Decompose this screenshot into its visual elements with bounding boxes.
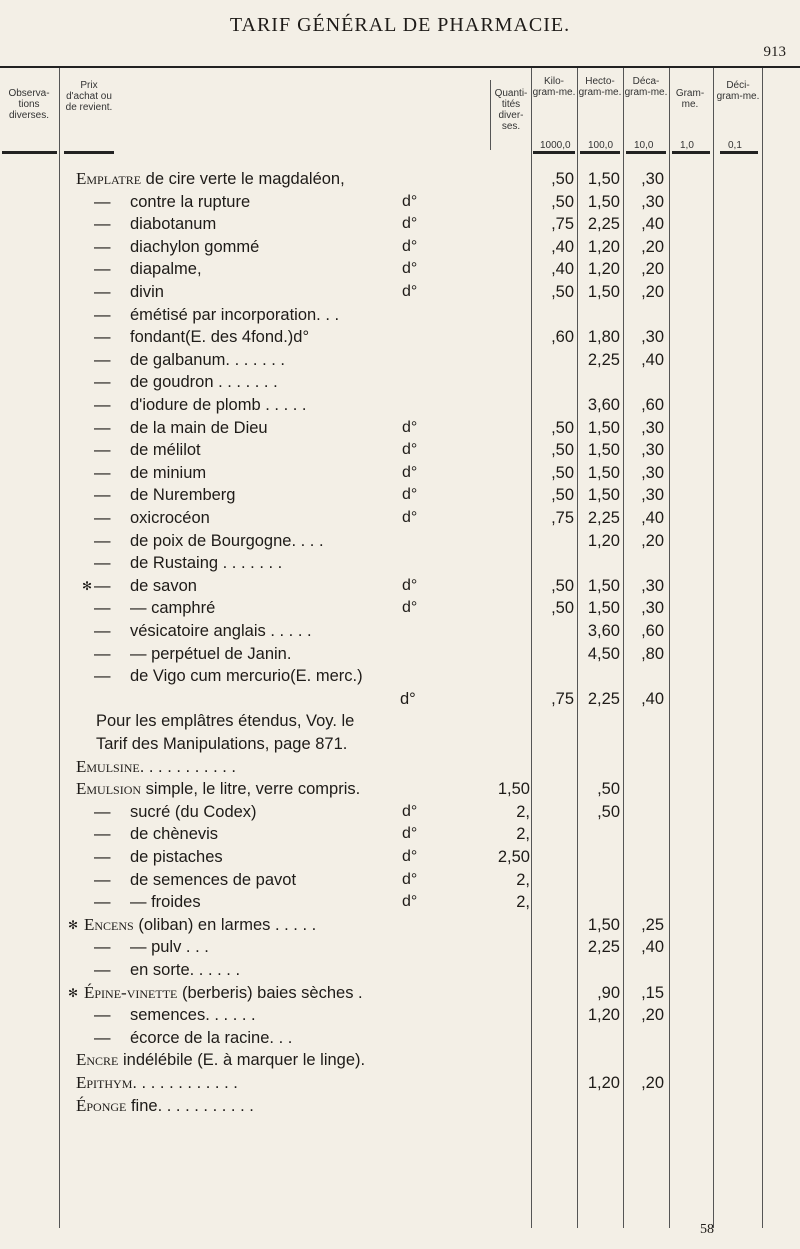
table-row (0, 439, 800, 461)
ditto-dash: — (94, 599, 111, 618)
row-label (94, 349, 286, 371)
row-text: de Vigo cum mercurio(E. merc.) (130, 667, 363, 686)
value-kilogramme: ,50 (551, 486, 574, 505)
ditto-dash: — (94, 486, 111, 505)
table-row (0, 326, 800, 348)
ditto-dash: — (94, 350, 111, 369)
value-hectogramme: 1,50 (587, 283, 620, 301)
entry-heading: Encre (76, 1050, 119, 1070)
ditto-mark: d° (402, 893, 418, 911)
table-row (0, 1072, 800, 1094)
row-text: — pulv . . . (130, 938, 209, 957)
value-decagramme: ,30 (641, 170, 664, 188)
subheader-kilo: 1000,0 (540, 140, 571, 151)
table-row (0, 349, 800, 371)
value-decagramme: ,20 (641, 237, 664, 256)
ditto-mark: d° (402, 215, 418, 233)
row-text: de la main de Dieu (130, 418, 268, 437)
row-text: sucré (du Codex) (130, 802, 257, 821)
value-hectogramme: ,50 (597, 802, 620, 821)
row-text: . . . . . . . . . . . (139, 757, 236, 776)
value-hectogramme: 1,20 (587, 237, 620, 256)
row-label (94, 507, 210, 529)
value-kilogramme: ,50 (551, 599, 574, 618)
col-header-prix: Prix d'achat ou de revient. (65, 80, 113, 113)
table-row (0, 823, 800, 845)
value-decagramme: ,60 (641, 396, 664, 414)
row-text: vésicatoire anglais . . . . . (130, 622, 312, 640)
row-label (94, 417, 268, 439)
ditto-dash: — (94, 509, 111, 527)
row-text: oxicrocéon (130, 509, 210, 527)
row-text: Tarif des Manipulations, page 871. (96, 735, 348, 753)
value-hectogramme: 1,50 (587, 915, 620, 934)
ditto-dash: — (94, 1006, 111, 1025)
row-text: de semences de pavot (130, 870, 297, 889)
table-row (0, 665, 800, 687)
value-decagramme: ,20 (641, 531, 664, 550)
row-text: fondant(E. des 4fond.)d° (130, 328, 310, 347)
table-row (0, 258, 800, 280)
value-hectogramme: 1,20 (587, 1074, 620, 1092)
row-text: simple, le litre, verre compris. (141, 780, 361, 799)
row-text: de Nuremberg (130, 486, 236, 505)
value-hectogramme: 1,50 (587, 170, 620, 188)
table-row (0, 530, 800, 552)
value-hectogramme: 1,50 (587, 463, 620, 482)
row-label (94, 439, 201, 461)
table-row (0, 1095, 800, 1117)
row-text: — camphré (130, 599, 216, 618)
entry-heading: Epithym (76, 1073, 133, 1092)
row-label (94, 326, 310, 348)
row-text: d° (400, 689, 416, 708)
row-label (400, 688, 416, 710)
row-label (94, 597, 216, 619)
ditto-dash: — (94, 961, 111, 979)
table-row (0, 1004, 800, 1026)
row-label (96, 733, 347, 755)
value-kilogramme: ,50 (551, 441, 574, 460)
entry-heading: Éponge (76, 1095, 127, 1115)
row-text: de pistaches (130, 848, 223, 866)
subheader-deci: 0,1 (728, 140, 742, 151)
value-quantity: 2, (516, 870, 530, 889)
value-hectogramme: 2,25 (587, 938, 620, 957)
table-row (0, 575, 800, 597)
ditto-dash: — (94, 554, 111, 573)
row-text: divin (130, 283, 164, 301)
table-row (0, 620, 800, 642)
value-hectogramme: 1,20 (587, 531, 620, 550)
page-header-title: TARIF GÉNÉRAL DE PHARMACIE. (229, 14, 571, 36)
ditto-dash: — (94, 305, 111, 324)
value-hectogramme: 1,50 (587, 576, 620, 595)
value-kilogramme: ,50 (551, 170, 574, 188)
ditto-mark: d° (402, 848, 418, 865)
value-decagramme: ,40 (641, 215, 664, 234)
value-hectogramme: 2,25 (587, 509, 620, 527)
ditto-mark: d° (402, 825, 418, 843)
row-label (94, 462, 207, 484)
value-decagramme: ,30 (641, 576, 664, 595)
row-text: de cire verte le magdaléon, (141, 170, 345, 188)
row-text: de mélilot (130, 441, 201, 460)
col-header-observations: Observa-tions diverses. (8, 88, 50, 121)
value-kilogramme: ,40 (551, 237, 574, 256)
value-decagramme: ,20 (641, 1006, 664, 1025)
table-row (0, 1049, 800, 1071)
row-label (94, 552, 283, 574)
row-text: diapalme, (130, 260, 202, 279)
ditto-dash: — (94, 418, 111, 437)
row-text: de minium (130, 463, 207, 482)
value-decagramme: ,30 (641, 418, 664, 437)
value-hectogramme: ,90 (597, 983, 620, 1002)
table-row (0, 643, 800, 665)
value-hectogramme: 1,50 (587, 418, 620, 437)
row-label (94, 620, 312, 642)
ditto-dash: — (94, 237, 111, 256)
value-hectogramme: 3,60 (587, 622, 620, 640)
row-text: d'iodure de plomb . . . . . (130, 396, 307, 414)
table-row (0, 507, 800, 529)
ditto-dash: — (94, 283, 111, 301)
entry-heading: Épine-vinette (84, 982, 178, 1002)
ditto-dash: — (94, 373, 111, 392)
row-label (94, 959, 241, 981)
value-kilogramme: ,50 (551, 418, 574, 437)
value-decagramme: ,80 (641, 644, 664, 663)
row-label (94, 869, 297, 891)
value-kilogramme: ,75 (551, 689, 574, 708)
ditto-mark: d° (402, 870, 418, 888)
value-decagramme: ,20 (641, 260, 664, 279)
row-text: — perpétuel de Janin. (130, 644, 292, 663)
row-label (94, 281, 164, 303)
row-text: semences. . . . . . (130, 1006, 256, 1025)
table-row (0, 552, 800, 574)
col-header-kilogramme: Kilo-gram-me. (532, 76, 576, 98)
ditto-mark: d° (402, 509, 418, 526)
value-hectogramme: 1,50 (587, 441, 620, 460)
value-decagramme: ,40 (641, 938, 664, 957)
value-kilogramme: ,40 (551, 260, 574, 279)
ditto-dash: — (94, 1028, 111, 1047)
asterisk-mark-icon: ✻ (68, 985, 79, 1000)
row-text: de Rustaing . . . . . . . (130, 554, 283, 573)
table-row (0, 733, 800, 755)
row-label (94, 394, 307, 416)
entry-heading: Emplatre (76, 169, 142, 188)
row-text: fine. . . . . . . . . . . (126, 1096, 254, 1115)
table-row (0, 982, 800, 1004)
ditto-dash: — (94, 644, 111, 663)
ditto-mark: d° (402, 576, 418, 594)
row-text: écorce de la racine. . . (130, 1028, 293, 1047)
value-hectogramme: 2,25 (587, 689, 620, 708)
ditto-dash: — (94, 215, 111, 234)
subheader-deca: 10,0 (634, 140, 654, 151)
ditto-mark: d° (402, 418, 418, 436)
table-row (0, 281, 800, 303)
table-row (0, 394, 800, 416)
ditto-dash: — (94, 622, 111, 640)
col-header-gramme: Gram-me. (675, 88, 705, 110)
row-label (94, 575, 197, 597)
value-hectogramme: 2,25 (587, 215, 620, 234)
asterisk-mark-icon: ✻ (68, 917, 79, 932)
value-hectogramme: 1,50 (587, 192, 620, 211)
row-text: diabotanum (130, 215, 217, 234)
ditto-mark: d° (402, 260, 418, 278)
row-label (94, 191, 251, 213)
row-label (94, 530, 324, 552)
table-row (0, 710, 800, 732)
ditto-dash: — (94, 260, 111, 279)
value-decagramme: ,15 (641, 983, 664, 1002)
value-quantity: 2,50 (497, 848, 530, 866)
value-hectogramme: 1,50 (587, 486, 620, 505)
row-label (94, 643, 292, 665)
value-quantity: 2, (516, 825, 530, 844)
value-kilogramme: ,75 (551, 215, 574, 234)
value-quantity: 2, (516, 802, 530, 821)
ditto-dash: — (94, 938, 111, 957)
table-row (0, 484, 800, 506)
table-row (0, 213, 800, 235)
row-text: (berberis) baies sèches . (177, 983, 363, 1002)
row-label (94, 371, 278, 393)
table-row (0, 801, 800, 823)
ditto-dash: — (94, 441, 111, 460)
value-decagramme: ,30 (641, 441, 664, 460)
value-decagramme: ,20 (641, 283, 664, 301)
ditto-dash: — (94, 825, 111, 844)
row-label (94, 801, 257, 823)
ditto-mark: d° (402, 441, 418, 459)
row-text: indélébile (E. à marquer le linge). (118, 1051, 366, 1070)
row-label (94, 846, 223, 868)
ditto-dash: — (94, 463, 111, 482)
ditto-dash: — (94, 667, 111, 686)
value-decagramme: ,30 (641, 599, 664, 618)
row-text: en sorte. . . . . . (130, 961, 241, 979)
table-row (0, 1027, 800, 1049)
table-row (0, 846, 800, 868)
ditto-dash: — (94, 531, 111, 550)
value-hectogramme: 1,50 (587, 599, 620, 618)
value-decagramme: ,30 (641, 463, 664, 482)
ditto-mark: d° (402, 192, 418, 210)
row-label (76, 1072, 238, 1094)
asterisk-mark-icon: ✻ (82, 578, 93, 593)
row-text: contre la rupture (130, 192, 251, 211)
row-label (84, 914, 316, 936)
value-decagramme: ,25 (641, 915, 664, 934)
subheader-gram: 1,0 (680, 140, 694, 151)
subheader-hecto: 100,0 (588, 140, 614, 151)
value-kilogramme: ,50 (551, 192, 574, 211)
value-kilogramme: ,50 (551, 576, 574, 595)
ditto-mark: d° (402, 802, 418, 820)
table-row (0, 417, 800, 439)
ditto-dash: — (94, 870, 111, 889)
ditto-dash: — (94, 848, 111, 866)
value-hectogramme: 1,20 (587, 260, 620, 279)
row-label (94, 891, 201, 913)
value-decagramme: ,30 (641, 192, 664, 211)
ditto-mark: d° (402, 463, 418, 481)
col-header-quantites: Quanti-tités diver-ses. (494, 88, 528, 132)
row-label (96, 710, 354, 732)
row-label (94, 484, 236, 506)
table-row (0, 959, 800, 981)
row-text: de galbanum. . . . . . . (130, 350, 286, 369)
table-row (0, 371, 800, 393)
table-row (0, 168, 800, 190)
ditto-dash: — (94, 576, 111, 595)
table-row (0, 191, 800, 213)
value-kilogramme: ,60 (551, 328, 574, 347)
row-label (94, 304, 340, 326)
value-decagramme: ,40 (641, 689, 664, 708)
table-row (0, 778, 800, 800)
table-row (0, 462, 800, 484)
value-decagramme: ,60 (641, 622, 664, 640)
row-label (76, 1095, 254, 1117)
ditto-dash: — (94, 192, 111, 211)
value-quantity: 2, (516, 893, 530, 912)
row-text: émétisé par incorporation. . . (130, 305, 340, 324)
table-row (0, 304, 800, 326)
value-decagramme: ,30 (641, 328, 664, 347)
table-row (0, 756, 800, 778)
ditto-dash: — (94, 893, 111, 912)
row-label (76, 1049, 365, 1071)
value-hectogramme: 3,60 (587, 396, 620, 414)
row-text: . . . . . . . . . . . . (132, 1074, 238, 1092)
row-label (84, 982, 363, 1004)
value-hectogramme: 1,20 (587, 1006, 620, 1025)
row-label (76, 756, 236, 778)
value-kilogramme: ,75 (551, 509, 574, 527)
value-hectogramme: 1,80 (587, 328, 620, 347)
row-text: diachylon gommé (130, 237, 260, 256)
page-number: 913 (763, 44, 786, 60)
col-header-decigramme: Déci-gram-me. (716, 80, 760, 102)
value-decagramme: ,20 (641, 1074, 664, 1092)
row-text: (oliban) en larmes . . . . . (133, 915, 317, 934)
ditto-dash: — (94, 396, 111, 414)
value-kilogramme: ,50 (551, 283, 574, 301)
table-row (0, 914, 800, 936)
row-label (94, 665, 363, 687)
row-text: Pour les emplâtres étendus, Voy. le (96, 712, 355, 731)
row-label (94, 936, 209, 958)
col-header-hectogramme: Hecto-gram-me. (578, 76, 622, 98)
row-label (76, 778, 360, 800)
entry-heading: Emulsion (76, 779, 142, 799)
table-row (0, 236, 800, 258)
value-decagramme: ,40 (641, 350, 664, 369)
value-decagramme: ,30 (641, 486, 664, 505)
value-quantity: 1,50 (497, 780, 530, 799)
row-label (94, 258, 202, 280)
table-row (0, 891, 800, 913)
entry-heading: Emulsine (76, 756, 140, 776)
ditto-dash: — (94, 802, 111, 821)
row-label (94, 1027, 293, 1049)
signature-mark: 58 (700, 1222, 714, 1237)
ditto-dash: — (94, 328, 111, 347)
table-row (0, 936, 800, 958)
row-text: de goudron . . . . . . . (130, 373, 278, 392)
row-label (94, 1004, 256, 1026)
ditto-mark: d° (402, 486, 418, 504)
ditto-mark: d° (402, 599, 418, 617)
value-hectogramme: ,50 (597, 780, 620, 799)
row-label (94, 213, 217, 235)
ditto-mark: d° (402, 237, 418, 255)
row-text: de chènevis (130, 825, 219, 844)
row-label (94, 236, 260, 258)
ditto-mark: d° (402, 283, 418, 300)
row-text: de savon (130, 576, 197, 595)
entry-heading: Encens (84, 914, 134, 934)
col-header-decagramme: Déca-gram-me. (624, 76, 668, 98)
table-row (0, 688, 800, 710)
row-text: — froides (130, 893, 201, 912)
row-text: de poix de Bourgogne. . . . (130, 531, 324, 550)
value-hectogramme: 4,50 (587, 644, 620, 663)
table-row (0, 869, 800, 891)
table-row (0, 597, 800, 619)
value-decagramme: ,40 (641, 509, 664, 527)
value-kilogramme: ,50 (551, 463, 574, 482)
value-hectogramme: 2,25 (587, 350, 620, 369)
row-label (94, 823, 219, 845)
row-label (76, 168, 345, 190)
